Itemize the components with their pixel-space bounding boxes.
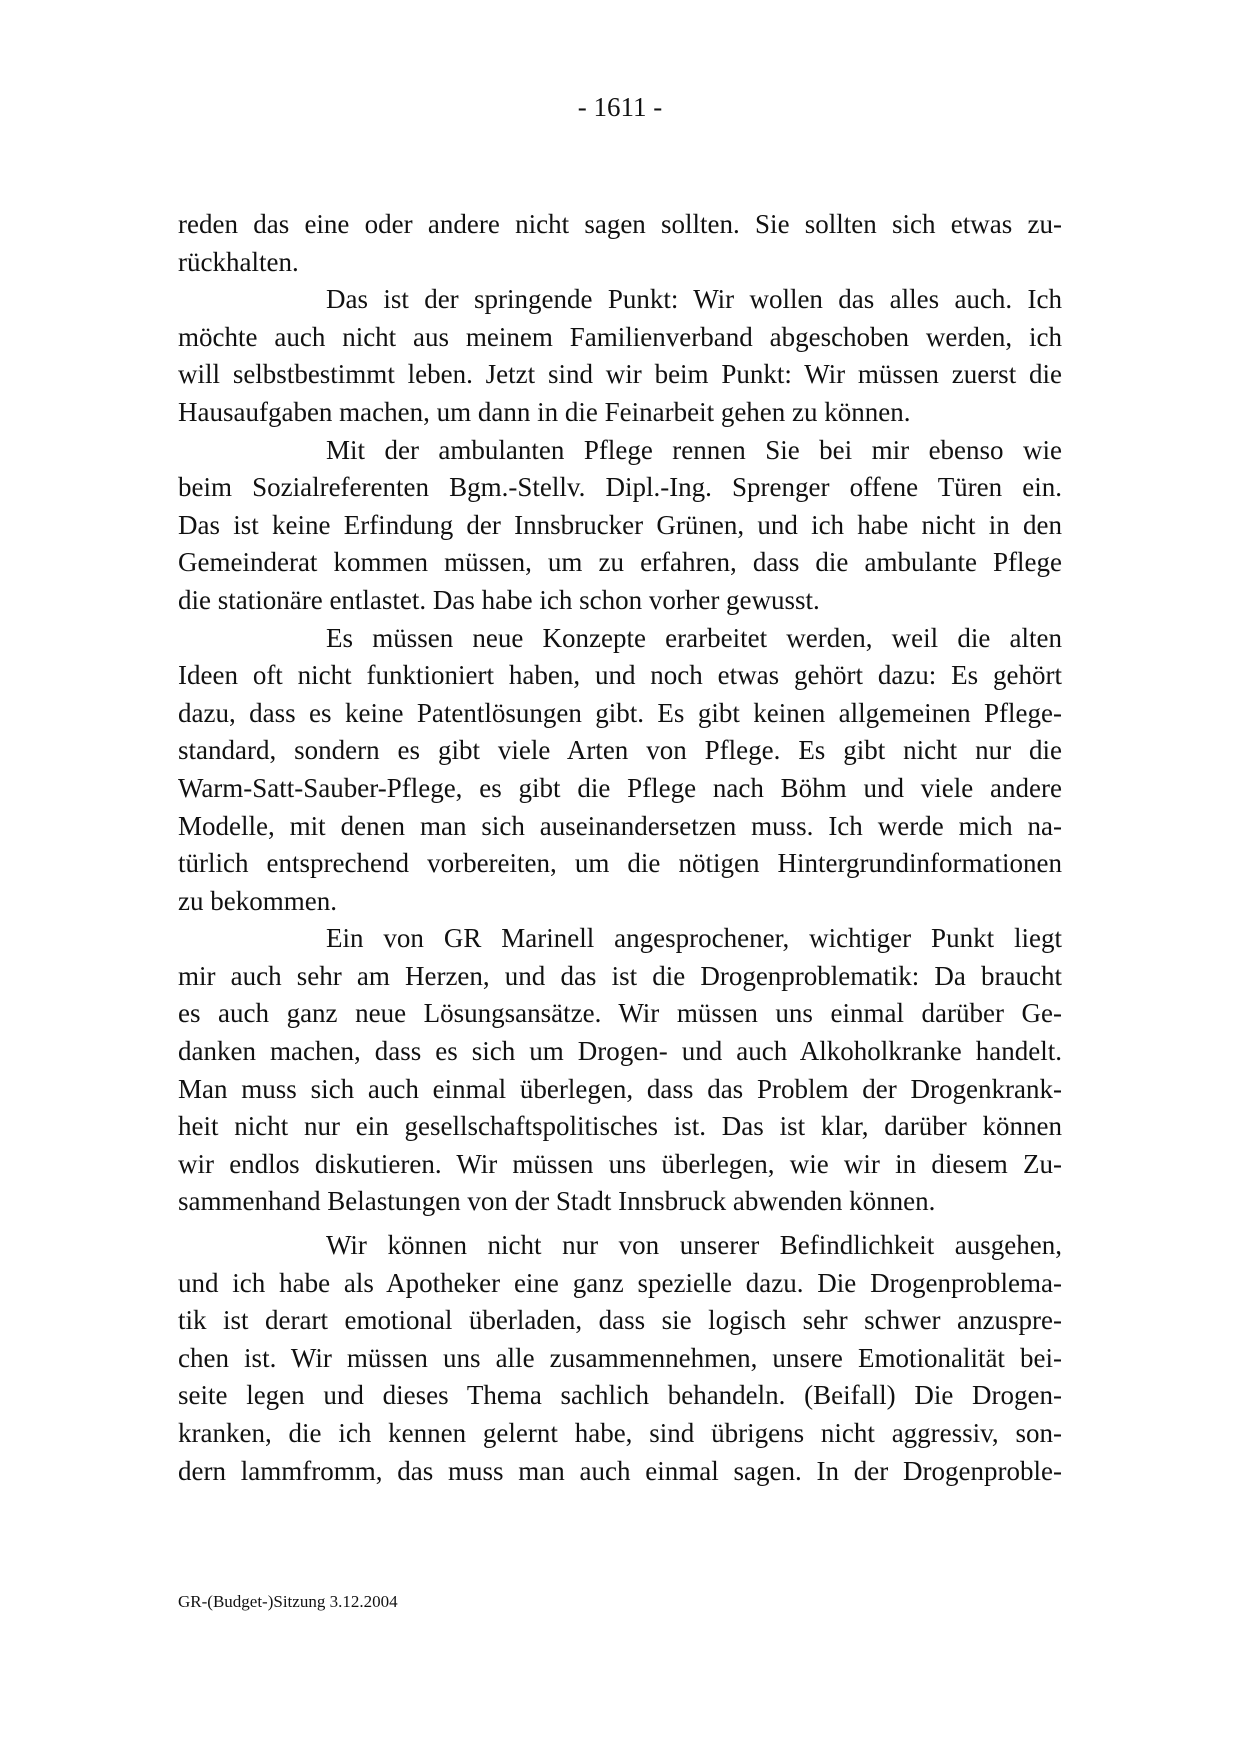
paragraph <box>178 432 1062 620</box>
text-line: Ideen oft nicht funktioniert haben, und noch etwas gehört dazu: Es gehört <box>178 660 1062 691</box>
text-line: reden das eine oder andere nicht sagen sollten. Sie sollten sich etwas zu- <box>178 209 1062 239</box>
text-line: Ein von GR Marinell angesprochener, wichtiger Punkt liegt <box>326 923 1062 954</box>
text-line: heit nicht nur ein gesellschaftspolitisches ist. Das ist klar, darüber können <box>178 1111 1062 1142</box>
text-line: Warm-Satt-Sauber-Pflege, es gibt die Pflege nach Böhm und viele andere <box>178 772 1062 803</box>
text-line: standard, sondern es gibt viele Arten von Pflege. Es gibt nicht nur die <box>178 735 1062 766</box>
text-line: sammenhand Belastungen von der Stadt Innsbruck abwenden können. <box>178 1186 936 1217</box>
paragraph <box>178 206 1062 281</box>
text-line: Modelle, mit denen man sich auseinandersetzen muss. Ich werde mich na- <box>178 810 1062 841</box>
text-line: beim Sozialreferenten Bgm.-Stellv. Dipl.-Ing. Sprenger offene Türen ein. <box>178 472 1062 503</box>
paragraph <box>178 1227 1062 1490</box>
footer-session-label: GR-(Budget-)Sitzung 3.12.2004 <box>178 1592 398 1611</box>
text-line: Man muss sich auch einmal überlegen, dass das Problem der Drogenkrank- <box>178 1073 1062 1104</box>
text-line: Es müssen neue Konzepte erarbeitet werden, weil die alten <box>326 622 1062 653</box>
text-line: Wir können nicht nur von unserer Befindlichkeit ausgehen, <box>326 1230 1062 1261</box>
text-line: es auch ganz neue Lösungsansätze. Wir müssen uns einmal darüber Ge- <box>178 998 1062 1029</box>
text-line: türlich entsprechend vorbereiten, um die nötigen Hintergrundinformationen <box>178 848 1062 879</box>
text-line: seite legen und dieses Thema sachlich behandeln. (Beifall) Die Drogen- <box>178 1380 1062 1411</box>
page-number: - 1611 - <box>577 92 663 122</box>
text-line: tik ist derart emotional überladen, dass sie logisch sehr schwer anzuspre- <box>178 1305 1062 1336</box>
body-text <box>178 206 1062 1490</box>
text-line: Gemeinderat kommen müssen, um zu erfahren, dass die ambulante Pflege <box>178 547 1062 578</box>
text-line: Das ist der springende Punkt: Wir wollen das alles auch. Ich <box>326 284 1062 315</box>
text-line: wir endlos diskutieren. Wir müssen uns überlegen, wie wir in diesem Zu- <box>178 1148 1062 1179</box>
text-line: will selbstbestimmt leben. Jetzt sind wir beim Punkt: Wir müssen zuerst die <box>178 359 1062 390</box>
text-line: die stationäre entlastet. Das habe ich schon vorher gewusst. <box>178 584 820 615</box>
text-line: und ich habe als Apotheker eine ganz spezielle dazu. Die Drogenproblema- <box>178 1267 1062 1298</box>
paragraph <box>178 281 1062 431</box>
text-line: dazu, dass es keine Patentlösungen gibt. Es gibt keinen allgemeinen Pflege- <box>178 697 1062 728</box>
text-line: mir auch sehr am Herzen, und das ist die Drogenproblematik: Da braucht <box>178 960 1062 991</box>
paragraph <box>178 920 1062 1221</box>
text-line: chen ist. Wir müssen uns alle zusammennehmen, unsere Emotionalität bei- <box>178 1342 1062 1373</box>
paragraph <box>178 620 1062 921</box>
text-line: zu bekommen. <box>178 885 337 916</box>
text-line: kranken, die ich kennen gelernt habe, sind übrigens nicht aggressiv, son- <box>178 1418 1062 1448</box>
text-line: Mit der ambulanten Pflege rennen Sie bei mir ebenso wie <box>326 434 1062 465</box>
text-line: Hausaufgaben machen, um dann in die Feinarbeit gehen zu können. <box>178 396 911 427</box>
text-line: dern lammfromm, das muss man auch einmal sagen. In der Drogenproble- <box>178 1455 1062 1486</box>
text-line: danken machen, dass es sich um Drogen- und auch Alkoholkranke handelt. <box>178 1036 1062 1067</box>
text-line: rückhalten. <box>178 246 299 277</box>
text-line: möchte auch nicht aus meinem Familienverband abgeschoben werden, ich <box>178 321 1062 352</box>
text-line: Das ist keine Erfindung der Innsbrucker Grünen, und ich habe nicht in den <box>178 509 1062 540</box>
